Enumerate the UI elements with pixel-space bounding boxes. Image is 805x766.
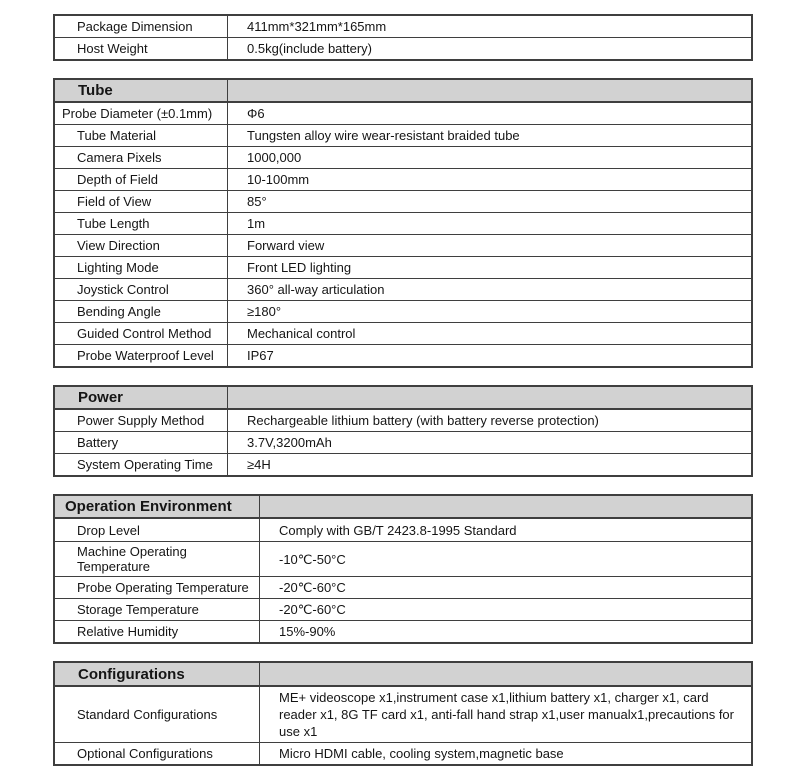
- spec-label: Camera Pixels: [55, 147, 228, 168]
- spec-label: Host Weight: [55, 38, 228, 59]
- section-title: Tube: [55, 80, 228, 101]
- table-row: [55, 168, 751, 190]
- spec-table-configurations: [53, 661, 753, 766]
- spec-value: 1m: [247, 216, 266, 231]
- spec-value: Forward view: [247, 238, 325, 253]
- table-row: [55, 234, 751, 256]
- table-row: [55, 687, 751, 742]
- spec-value: Front LED lighting: [247, 260, 352, 275]
- table-row: [55, 453, 751, 475]
- spec-table-power: [53, 385, 753, 477]
- spec-value: 10-100mm: [247, 172, 310, 187]
- spec-label: Package Dimension: [55, 16, 228, 37]
- spec-label: Depth of Field: [55, 169, 228, 190]
- table-row: [55, 598, 751, 620]
- spec-value: Micro HDMI cable, cooling system,magnetic base: [279, 746, 564, 761]
- spec-value: ≥180°: [247, 304, 282, 319]
- spec-label: System Operating Time: [55, 454, 228, 475]
- table-row: [55, 344, 751, 366]
- spec-label: Probe Operating Temperature: [55, 577, 260, 598]
- spec-value: IP67: [247, 348, 274, 363]
- section-header: [55, 387, 751, 410]
- section-title: Power: [55, 387, 228, 408]
- spec-table-host: [53, 14, 753, 61]
- spec-label: Storage Temperature: [55, 599, 260, 620]
- section-header-spacer: [260, 496, 751, 517]
- table-row: [55, 541, 751, 576]
- section-title: Operation Environment: [55, 496, 260, 517]
- spec-label: Bending Angle: [55, 301, 228, 322]
- spec-value: 360° all-way articulation: [247, 282, 385, 297]
- spec-value: Φ6: [247, 106, 265, 121]
- spec-value: Comply with GB/T 2423.8-1995 Standard: [279, 522, 517, 538]
- spec-label: Machine Operating Temperature: [55, 542, 260, 576]
- spec-value: -20℃-60°C: [279, 602, 346, 617]
- table-row: [55, 431, 751, 453]
- spec-value: 1000,000: [247, 150, 302, 165]
- table-row: [55, 576, 751, 598]
- table-row: [55, 620, 751, 642]
- spec-value: 3.7V,3200mAh: [247, 435, 332, 450]
- spec-label: Tube Material: [55, 125, 228, 146]
- spec-label: Standard Configurations: [55, 687, 260, 742]
- table-row: [55, 742, 751, 764]
- spec-tables: [53, 0, 753, 766]
- spec-label: View Direction: [55, 235, 228, 256]
- spec-label: Relative Humidity: [55, 621, 260, 642]
- spec-value: Rechargeable lithium battery (with battery reverse protection): [247, 413, 599, 428]
- spec-label: Tube Length: [55, 213, 228, 234]
- spec-value: 85°: [247, 194, 267, 209]
- spec-label: Joystick Control: [55, 279, 228, 300]
- table-row: [55, 410, 751, 431]
- spec-value: Tungsten alloy wire wear-resistant braided tube: [247, 128, 520, 143]
- table-row: [55, 300, 751, 322]
- table-row: [55, 146, 751, 168]
- spec-value: 15%-90%: [279, 624, 336, 639]
- section-header: [55, 80, 751, 103]
- spec-label: Optional Configurations: [55, 743, 260, 764]
- table-row: [55, 103, 751, 124]
- table-row: [55, 322, 751, 344]
- table-row: [55, 124, 751, 146]
- spec-value: Mechanical control: [247, 326, 356, 341]
- spec-value: 0.5kg(include battery): [247, 41, 373, 56]
- spec-value: -10℃-50°C: [279, 551, 346, 567]
- spec-label: Power Supply Method: [55, 410, 228, 431]
- spec-value: ≥4H: [247, 457, 271, 472]
- table-row: [55, 16, 751, 37]
- table-row: [55, 519, 751, 541]
- section-header-spacer: [228, 80, 751, 101]
- spec-value: 411mm*321mm*165mm: [247, 19, 387, 34]
- spec-label: Lighting Mode: [55, 257, 228, 278]
- spec-table-operation-environment: [53, 494, 753, 644]
- section-header: [55, 663, 751, 687]
- spec-value: -20℃-60°C: [279, 580, 346, 595]
- table-row: [55, 256, 751, 278]
- spec-label: Probe Diameter (±0.1mm): [55, 103, 228, 124]
- spec-label: Probe Waterproof Level: [55, 345, 228, 366]
- table-row: [55, 37, 751, 59]
- spec-label: Battery: [55, 432, 228, 453]
- section-header-spacer: [260, 663, 751, 685]
- spec-label: Field of View: [55, 191, 228, 212]
- spec-label: Drop Level: [55, 519, 260, 541]
- section-header: [55, 496, 751, 519]
- spec-value: ME+ videoscope x1,instrument case x1,lithium battery x1, charger x1, card reader x1, 8G TF card x1, anti-fall hand strap x1,user manualx1,precautions for use x1: [279, 690, 734, 739]
- table-row: [55, 190, 751, 212]
- table-row: [55, 278, 751, 300]
- table-row: [55, 212, 751, 234]
- section-title: Configurations: [55, 663, 260, 685]
- spec-label: Guided Control Method: [55, 323, 228, 344]
- spec-table-tube: [53, 78, 753, 368]
- section-header-spacer: [228, 387, 751, 408]
